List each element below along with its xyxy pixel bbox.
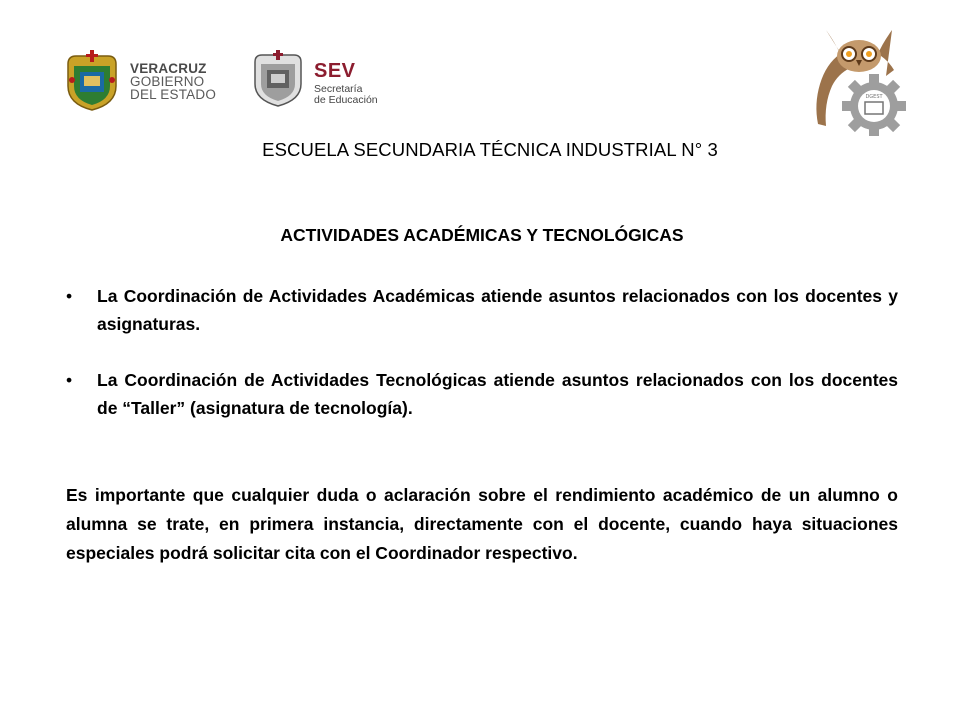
school-name: ESCUELA SECUNDARIA TÉCNICA INDUSTRIAL N° 3: [262, 139, 718, 160]
sev-shield-icon: [252, 50, 304, 108]
coordination-list: [66, 282, 898, 450]
bullet-marker: •: [66, 370, 73, 390]
veracruz-line2: GOBIERNO: [130, 74, 205, 89]
veracruz-line1: VERACRUZ: [130, 61, 207, 76]
sev-sub2: de Educación: [314, 94, 378, 106]
sev-subtitle: [314, 84, 378, 106]
list-item: [66, 366, 898, 422]
section-heading: ACTIVIDADES ACADÉMICAS Y TECNOLÓGICAS: [280, 225, 684, 245]
sev-title: SEV: [314, 60, 356, 82]
sev-sub1: Secretaría: [314, 83, 363, 95]
list-item: [66, 282, 898, 338]
sev-logo: [252, 50, 392, 110]
bullet-marker: •: [66, 286, 73, 306]
school-badge-text: DGEST: [865, 94, 883, 100]
list-item-text: La Coordinación de Actividades Tecnológicas atiende asuntos relacionados con los docentes de “Taller” (asignatura de tecnología).: [97, 370, 898, 418]
notice-paragraph: Es importante que cualquier duda o aclaración sobre el rendimiento académico de un alumno o alumna se trate, en primera instancia, directamente con el docente, cuando haya situaciones especiales podrá solicitar cita con el Coordinador respectivo.: [66, 485, 898, 563]
veracruz-government-logo: [64, 50, 224, 112]
veracruz-shield-icon: [64, 50, 120, 112]
veracruz-line3: DEL ESTADO: [130, 87, 217, 102]
school-owl-gear-logo: [806, 24, 912, 136]
veracruz-logo-text: [130, 62, 216, 101]
gear-icon: [842, 74, 906, 136]
list-item-text: La Coordinación de Actividades Académicas atiende asuntos relacionados con los docentes y asignaturas.: [97, 286, 898, 334]
